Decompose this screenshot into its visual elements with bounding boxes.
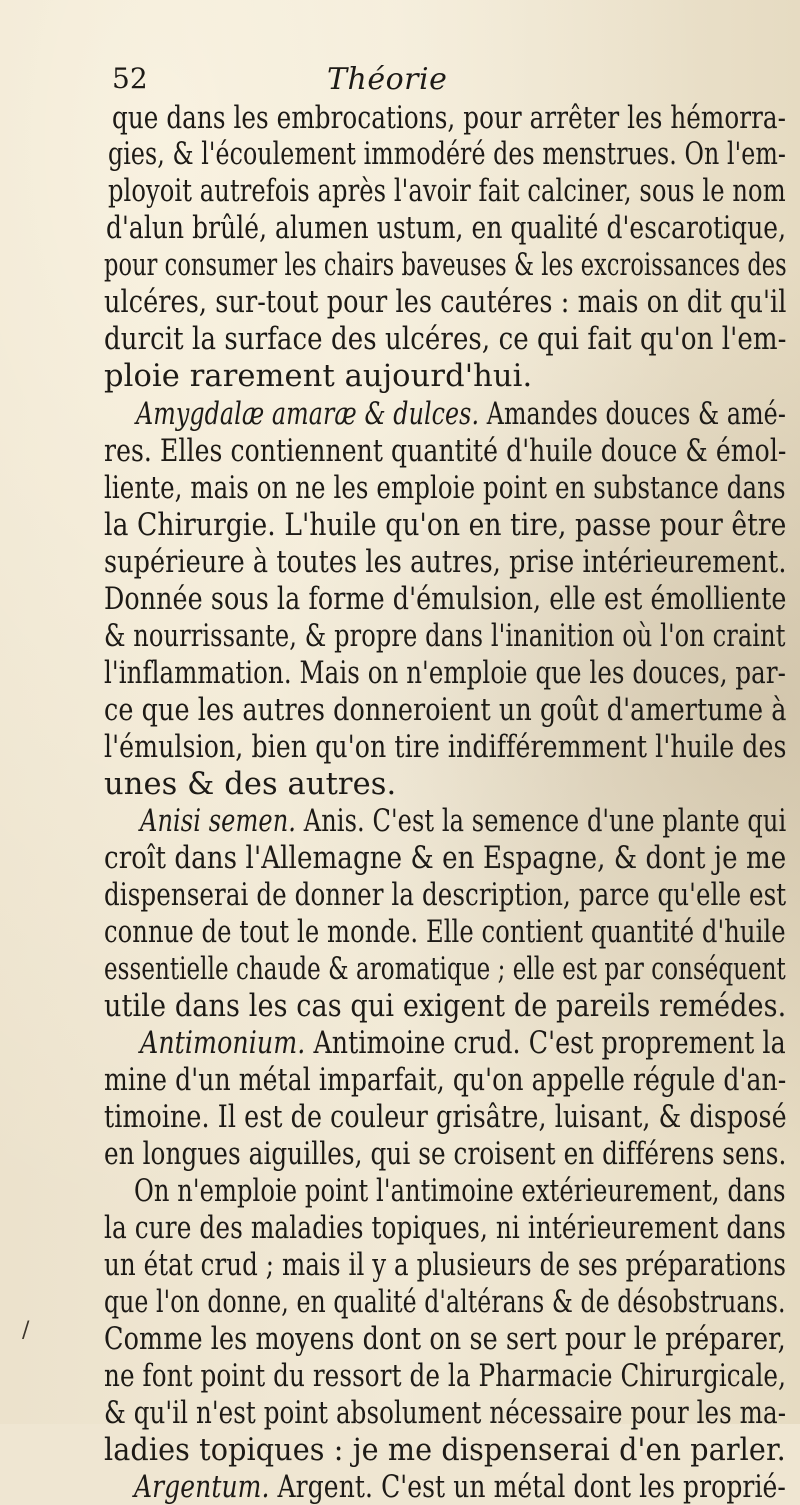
page-number: 52: [112, 62, 148, 95]
text-line: ladies topiques : je me dispenserai d'en parler.: [104, 1433, 786, 1468]
text-line: On n'emploie point l'antimoine extérieurement, dans: [134, 1174, 786, 1209]
text-line: unes & des autres.: [104, 767, 397, 802]
text-line: Argentum. Argent. C'est un métal dont les proprié-: [134, 1470, 786, 1505]
text-line: ce que les autres donneroient un goût d'amertume à: [104, 693, 787, 728]
text-line: la Chirurgie. L'huile qu'on en tire, passe pour être: [104, 508, 787, 543]
text-line: l'émulsion, bien qu'on tire indifféremment l'huile des: [104, 730, 787, 765]
text-line: en longues aiguilles, qui se croisent en différens sens.: [104, 1137, 787, 1172]
text-line: pour consumer les chairs baveuses & les excroissances des: [104, 248, 787, 283]
text-line: ploie rarement aujourd'hui.: [104, 359, 533, 394]
text-line: que l'on donne, en qualité d'altérans & de désobstruans.: [104, 1285, 786, 1320]
text-line: ne font point du ressort de la Pharmacie Chirurgicale,: [104, 1359, 787, 1394]
page-header: [112, 62, 732, 102]
text-line: d'alun brûlé, alumen ustum, en qualité d'escarotique,: [106, 211, 787, 246]
running-title: Théorie: [327, 62, 448, 97]
text-line: dispenserai de donner la description, parce qu'elle est: [104, 878, 787, 913]
text-line: la cure des maladies topiques, ni intérieurement dans: [104, 1211, 786, 1246]
text-line: Amygdalæ amaræ & dulces. Amandes douces & amé-: [136, 397, 786, 432]
text-line: utile dans les cas qui exigent de pareils remédes.: [104, 989, 787, 1024]
text-line: gies, & l'écoulement immodéré des menstrues. On l'em-: [108, 137, 786, 172]
text-line: Donnée sous la forme d'émulsion, elle est émolliente: [104, 582, 787, 617]
text-line: & nourrissante, & propre dans l'inanition où l'on craint: [104, 619, 786, 654]
text-line: Antimonium. Antimoine crud. C'est proprement la: [140, 1026, 786, 1061]
text-line: liente, mais on ne les emploie point en substance dans: [104, 471, 786, 506]
text-line: mine d'un métal imparfait, qu'on appelle régule d'an-: [104, 1063, 787, 1098]
text-line: res. Elles contiennent quantité d'huile douce & émol-: [104, 434, 787, 469]
text-line: connue de tout le monde. Elle contient quantité d'huile: [104, 915, 786, 950]
text-line: l'inflammation. Mais on n'emploie que les douces, par-: [104, 656, 786, 691]
text-line: Comme les moyens dont on se sert pour le préparer,: [104, 1322, 786, 1357]
margin-mark: /: [22, 1318, 30, 1343]
text-line: durcit la surface des ulcéres, ce qui fait qu'on l'em-: [104, 322, 787, 357]
text-line: un état crud ; mais il y a plusieurs de ses préparations: [104, 1248, 787, 1283]
text-line: ployoit autrefois après l'avoir fait calciner, sous le nom: [108, 174, 786, 209]
text-line: Anisi semen. Anis. C'est la semence d'une plante qui: [140, 804, 787, 839]
text-line: supérieure à toutes les autres, prise intérieurement.: [104, 545, 787, 580]
text-line: & qu'il n'est point absolument nécessaire pour les ma-: [104, 1396, 787, 1431]
text-line: croît dans l'Allemagne & en Espagne, & dont je me: [104, 841, 787, 876]
text-line: timoine. Il est de couleur grisâtre, luisant, & disposé: [104, 1100, 787, 1135]
text-line: que dans les embrocations, pour arrêter les hémorra-: [112, 101, 787, 136]
text-line: essentielle chaude & aromatique ; elle est par conséquent: [104, 952, 786, 987]
text-line: ulcéres, sur-tout pour les cautéres : mais on dit qu'il: [104, 285, 787, 320]
